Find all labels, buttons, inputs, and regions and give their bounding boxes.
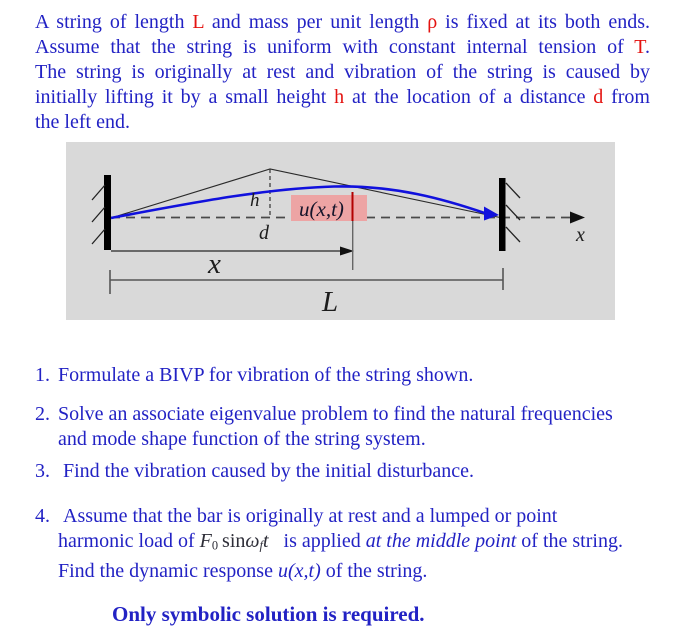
task-number: 1. bbox=[35, 364, 50, 386]
text-segment: 0 bbox=[211, 538, 219, 553]
intro-line bbox=[35, 110, 650, 135]
text-segment: Assume that the string is uniform with constant internal tension of bbox=[35, 36, 635, 58]
text-segment: T bbox=[634, 36, 645, 58]
task-line bbox=[58, 427, 657, 452]
intro-line bbox=[35, 85, 650, 110]
distance-label: d bbox=[259, 222, 269, 244]
task-number: 4. bbox=[35, 505, 50, 527]
left-wall bbox=[104, 175, 111, 250]
footer-note bbox=[0, 602, 677, 627]
intro-line bbox=[35, 10, 650, 35]
text-segment: Assume that the bar is originally at rest and a lumped or point bbox=[58, 505, 558, 527]
task-text bbox=[58, 363, 657, 388]
string-curve-arrowhead bbox=[484, 207, 499, 221]
right-wall-hatching bbox=[506, 183, 520, 242]
text-segment: F bbox=[199, 530, 212, 552]
text-segment: and mass per unit length bbox=[203, 11, 428, 33]
text-segment: of the string. bbox=[320, 559, 428, 582]
text-segment: A string of length bbox=[35, 11, 193, 33]
task-line bbox=[58, 363, 657, 388]
text-segment: ω bbox=[245, 530, 260, 552]
text-segment: at the middle point bbox=[365, 530, 517, 552]
string-diagram-panel bbox=[66, 142, 615, 320]
task-item bbox=[35, 459, 657, 484]
task-item bbox=[35, 402, 657, 452]
text-segment: is fixed at its both ends. bbox=[437, 11, 650, 33]
text-segment: d bbox=[593, 86, 604, 108]
intro-line bbox=[35, 35, 650, 60]
u-displacement-label: u(x,t) bbox=[299, 197, 344, 221]
text-segment: the left end. bbox=[35, 111, 130, 133]
text-segment: is applied bbox=[268, 530, 366, 552]
text-segment: sin bbox=[218, 530, 246, 552]
height-label: h bbox=[250, 190, 260, 211]
text-segment: u(x,t) bbox=[277, 559, 321, 582]
text-segment: The string is originally at rest and vibration of the string is caused by bbox=[35, 61, 650, 83]
text-segment: L bbox=[192, 11, 204, 33]
text-segment: Find the vibration caused by the initial disturbance. bbox=[58, 460, 475, 482]
footer-text: Only symbolic solution is required. bbox=[112, 601, 425, 626]
L-dimension-label: L bbox=[322, 286, 339, 318]
text-segment: Find the dynamic response bbox=[58, 559, 278, 582]
text-segment: of the string. bbox=[516, 530, 623, 552]
text-segment: Formulate a BIVP for vibration of the string shown. bbox=[58, 364, 474, 386]
text-segment: Solve an associate eigenvalue problem to find the natural frequencies bbox=[58, 403, 613, 425]
task-item bbox=[35, 363, 657, 388]
problem-statement bbox=[35, 10, 650, 135]
task-line bbox=[58, 459, 657, 484]
task-line bbox=[58, 559, 657, 584]
left-wall-hatching bbox=[92, 185, 105, 244]
text-segment: t bbox=[262, 530, 269, 552]
text-segment: ρ bbox=[427, 11, 438, 33]
x-dimension-arrowhead bbox=[340, 247, 354, 256]
text-segment: f bbox=[259, 538, 263, 553]
right-wall bbox=[499, 178, 506, 251]
text-segment: from bbox=[603, 86, 650, 108]
x-axis-label: x bbox=[576, 224, 585, 246]
text-segment: harmonic load of bbox=[58, 530, 200, 552]
task-text bbox=[58, 504, 657, 584]
text-segment: and mode shape function of the string system. bbox=[58, 428, 426, 450]
task-line bbox=[58, 402, 657, 427]
string-diagram bbox=[66, 142, 615, 320]
intro-line bbox=[35, 60, 650, 85]
text-segment: . bbox=[645, 36, 650, 58]
text-segment: at the location of a distance bbox=[344, 86, 594, 108]
text-segment: initially lifting it by a small height bbox=[35, 86, 335, 108]
task-line bbox=[58, 529, 657, 559]
task-text bbox=[58, 459, 657, 484]
text-segment: h bbox=[334, 86, 345, 108]
task-text bbox=[58, 402, 657, 452]
task-number: 2. bbox=[35, 403, 50, 425]
task-number: 3. bbox=[35, 460, 50, 482]
slide-page bbox=[0, 10, 677, 637]
x-dimension-label: x bbox=[208, 248, 221, 280]
x-axis-arrowhead bbox=[570, 212, 585, 224]
task-line bbox=[58, 504, 657, 529]
task-list bbox=[35, 363, 657, 584]
task-item bbox=[35, 504, 657, 584]
